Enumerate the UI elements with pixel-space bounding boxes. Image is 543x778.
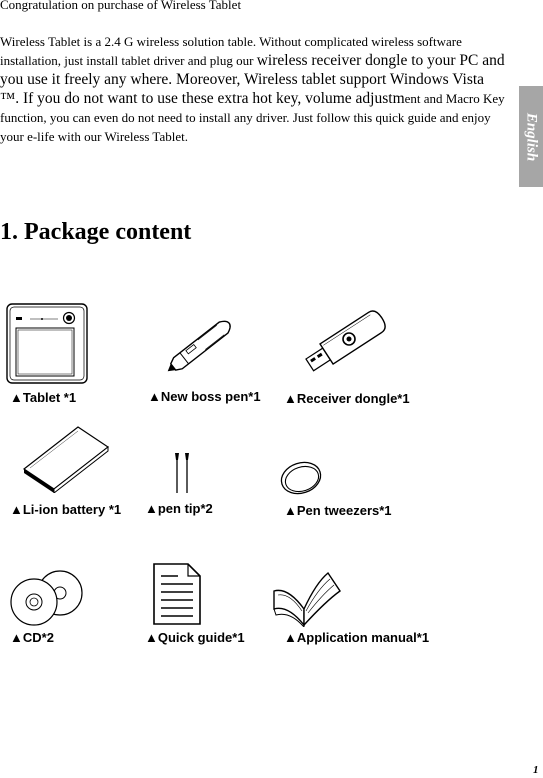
- cd-icon: [8, 569, 84, 627]
- package-item-label: ▲pen tip*2: [145, 501, 213, 516]
- intro-part-3: ent and Macro Key function, you can even do not need to install any driver. Just follow this quick guide and enjoy your e-life with our Wireless Tablet.: [0, 91, 505, 144]
- package-item-label: ▲Pen tweezers*1: [284, 503, 392, 518]
- package-item-label: ▲Receiver dongle*1: [284, 391, 410, 406]
- page-heading: Congratulation on purchase of Wireless Tablet: [0, 0, 242, 12]
- intro-part-1: Wireless Tablet is a 2.4 G wireless solution table. Without complicated wireless software installation, just install tablet driver and plug our: [0, 34, 462, 68]
- pen-tips-icon: [172, 452, 192, 494]
- battery-icon: [18, 421, 112, 493]
- package-item-label: ▲Tablet *1: [10, 390, 77, 405]
- intro-part-2: wireless receiver dongle to your PC and you use it freely any where. Moreover, Wireless tablet support Windows Vista ™. If you do not want to use these extra hot key, volume adjustm: [0, 52, 505, 107]
- package-item-label: ▲Quick guide*1: [145, 630, 245, 645]
- tablet-icon: [6, 303, 90, 385]
- document-icon: [152, 562, 202, 626]
- usb-dongle-icon: [297, 305, 393, 379]
- open-book-icon: [270, 569, 342, 627]
- package-item-label: ▲Application manual*1: [284, 630, 430, 645]
- package-item-label: ▲New boss pen*1: [148, 389, 261, 404]
- section-title: 1. Package content: [0, 219, 192, 245]
- tweezers-icon: [278, 459, 326, 497]
- package-item-label: ▲CD*2: [10, 630, 54, 645]
- side-tab-label: English: [523, 112, 540, 161]
- page-number: 1: [533, 764, 539, 776]
- package-item-label: ▲Li-ion battery *1: [10, 502, 122, 517]
- pen-icon: [158, 305, 242, 387]
- intro-paragraph: [0, 32, 505, 146]
- language-side-tab: [519, 86, 543, 187]
